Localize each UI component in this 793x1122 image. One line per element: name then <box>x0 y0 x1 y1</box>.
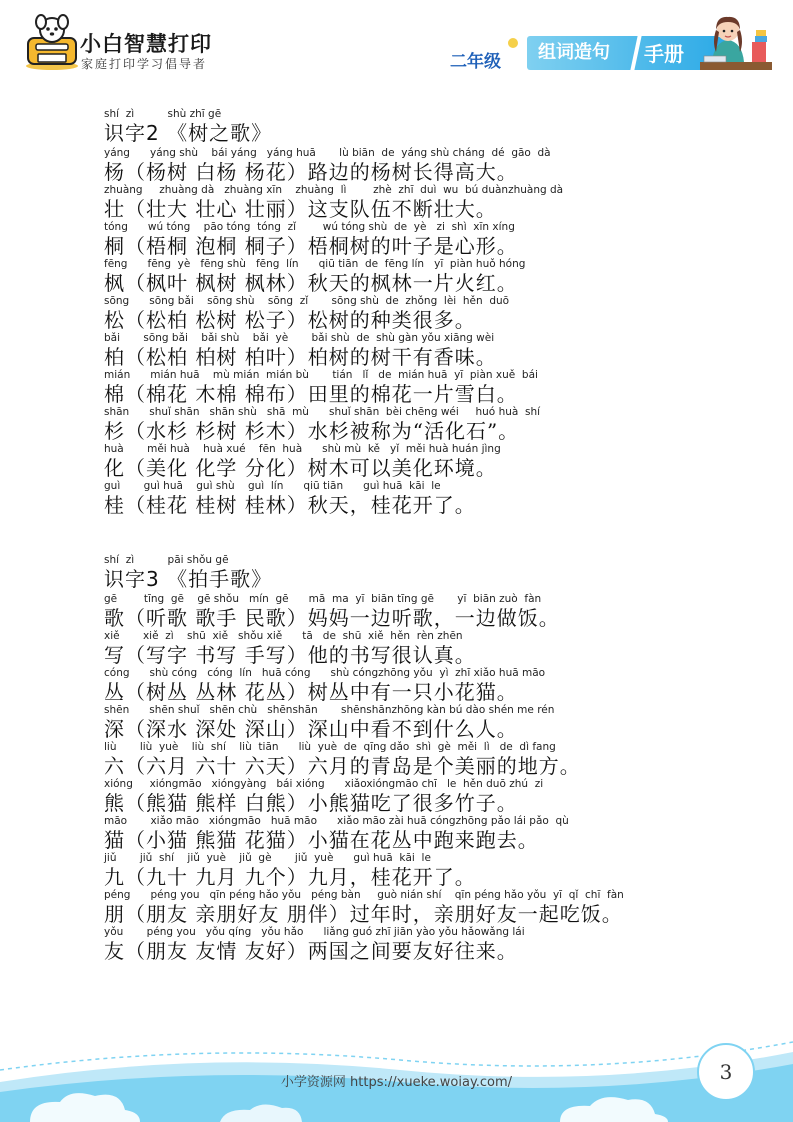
entry-text: 猫（小猫 熊猫 花猫）小猫在花丛中跑来跑去。 <box>104 828 539 852</box>
vocab-entry <box>104 778 764 815</box>
page-number: 3 <box>697 1043 755 1101</box>
entry-pinyin: péng péng you qīn péng hǎo yǒu péng bàn guò nián shí qīn péng hǎo yǒu yī qǐ chī fàn <box>104 889 624 901</box>
lesson-title-pinyin: shí zì shù zhī gē <box>104 108 222 120</box>
vocab-entry <box>104 332 764 369</box>
vocab-entry <box>104 630 764 667</box>
vocab-entry <box>104 889 764 926</box>
vocab-entry <box>104 295 764 332</box>
entry-pinyin: shān shuǐ shān shān shù shā mù shuǐ shān bèi chēng wéi huó huà shí <box>104 406 541 418</box>
entry-pinyin: cóng shù cóng cóng lín huā cóng shù cóngzhōng yǒu yì zhī xiǎo huā māo <box>104 667 546 679</box>
entry-text: 化（美化 化学 分化）树木可以美化环境。 <box>104 456 497 480</box>
printer-dog-logo-icon <box>22 14 82 72</box>
entry-text: 六（六月 六十 六天）六月的青岛是个美丽的地方。 <box>104 754 581 778</box>
entry-text: 歌（听歌 歌手 民歌）妈妈一边听歌，一边做饭。 <box>104 606 560 630</box>
vocabulary-content <box>104 108 764 963</box>
vocab-entry <box>104 221 764 258</box>
entry-text: 九（九十 九月 九个）九月，桂花开了。 <box>104 865 476 889</box>
entry-text: 杉（水杉 杉树 杉木）水杉被称为“活化石”。 <box>104 419 520 443</box>
star-sparkle-icon <box>506 36 520 50</box>
entry-pinyin: māo xiǎo māo xióngmāo huā māo xiǎo māo zài huā cóngzhōng pǎo lái pǎo qù <box>104 815 569 827</box>
vocab-entry <box>104 741 764 778</box>
entry-text: 枫（枫叶 枫树 枫林）秋天的枫林一片火红。 <box>104 271 518 295</box>
entry-text: 杨（杨树 白杨 杨花）路边的杨树长得高大。 <box>104 160 518 184</box>
vocab-entry <box>104 815 764 852</box>
lesson-section <box>104 108 764 517</box>
entry-pinyin: gē tīng gē gē shǒu mín gē mā ma yī biān tīng gē yī biān zuò fàn <box>104 593 542 605</box>
vocab-entry <box>104 667 764 704</box>
footer-source-url[interactable]: 小学资源网 https://xueke.woiay.com/ <box>280 1075 513 1090</box>
vocab-entry <box>104 480 764 517</box>
entry-text: 松（松柏 松树 松子）松树的种类很多。 <box>104 308 476 332</box>
entry-pinyin: yǒu péng you yǒu qíng yǒu hǎo liǎng guó zhī jiān yào yǒu hǎowǎng lái <box>104 926 525 938</box>
vocab-entry <box>104 704 764 741</box>
entry-pinyin: shēn shēn shuǐ shēn chù shēnshān shēnshānzhōng kàn bú dào shén me rén <box>104 704 555 716</box>
entry-text: 桂（桂花 桂树 桂林）秋天，桂花开了。 <box>104 493 476 517</box>
entry-text: 棉（棉花 木棉 棉布）田里的棉花一片雪白。 <box>104 382 518 406</box>
entry-text: 壮（壮大 壮心 壮丽）这支队伍不断壮大。 <box>104 197 497 221</box>
vocab-entry <box>104 926 764 963</box>
vocab-entry <box>104 369 764 406</box>
vocab-entry <box>104 593 764 630</box>
vocab-entry <box>104 852 764 889</box>
entry-text: 熊（熊猫 熊样 白熊）小熊猫吃了很多竹子。 <box>104 791 518 815</box>
entry-pinyin: sōng sōng bǎi sōng shù sōng zǐ sōng shù de zhǒng lèi hěn duō <box>104 295 510 307</box>
entry-pinyin: liù liù yuè liù shí liù tiān liù yuè de qīng dǎo shì gè měi lì de dì fang <box>104 741 556 753</box>
grade-label: 二年级 <box>450 52 501 72</box>
studying-girl-illustration-icon <box>700 12 772 76</box>
entry-text: 友（朋友 友情 友好）两国之间要友好往来。 <box>104 939 518 963</box>
entry-pinyin: yáng yáng shù bái yáng yáng huā lù biān de yáng shù cháng dé gāo dà <box>104 147 551 159</box>
brand-name: 小白智慧打印 <box>80 32 212 56</box>
entry-pinyin: guì guì huā guì shù guì lín qiū tiān guì huā kāi le <box>104 480 441 492</box>
entry-pinyin: fēng fēng yè fēng shù fēng lín qiū tiān de fēng lín yī piàn huǒ hóng <box>104 258 526 270</box>
ribbon-title-suffix: 手册 <box>644 42 684 66</box>
entry-pinyin: huà měi huà huà xué fēn huà shù mù kě yǐ měi huà huán jìng <box>104 443 501 455</box>
vocab-entry <box>104 443 764 480</box>
entry-pinyin: bǎi sōng bǎi bǎi shù bǎi yè bǎi shù de shù gàn yǒu xiāng wèi <box>104 332 495 344</box>
lesson-section <box>104 554 764 963</box>
page-header <box>0 0 793 100</box>
ribbon-title: 组词造句 <box>538 42 610 63</box>
vocab-entry <box>104 184 764 221</box>
entry-pinyin: zhuàng zhuàng dà zhuàng xīn zhuàng lì zhè zhī duì wu bú duànzhuàng dà <box>104 184 564 196</box>
entry-text: 写（写字 书写 手写）他的书写很认真。 <box>104 643 476 667</box>
vocab-entry <box>104 258 764 295</box>
entry-pinyin: tóng wú tóng pāo tóng tóng zǐ wú tóng shù de yè zi shì xīn xíng <box>104 221 515 233</box>
entry-text: 丛（树丛 丛林 花丛）树丛中有一只小花猫。 <box>104 680 518 704</box>
vocab-entry <box>104 147 764 184</box>
entry-pinyin: xiě xiě zì shū xiě shǒu xiě tā de shū xiě hěn rèn zhēn <box>104 630 463 642</box>
lesson-title: 识字2 《树之歌》 <box>104 121 273 145</box>
entry-pinyin: xióng xióngmāo xióngyàng bái xióng xiǎoxióngmāo chī le hěn duō zhú zi <box>104 778 544 790</box>
entry-text: 朋（朋友 亲朋好友 朋伴）过年时，亲朋好友一起吃饭。 <box>104 902 623 926</box>
lesson-title-pinyin: shí zì pāi shǒu gē <box>104 554 229 566</box>
vocab-entry <box>104 406 764 443</box>
lesson-title-block <box>104 554 764 593</box>
entry-text: 深（深水 深处 深山）深山中看不到什么人。 <box>104 717 518 741</box>
lesson-title-block <box>104 108 764 147</box>
brand-slogan: 家庭打印学习倡导者 <box>81 57 208 71</box>
lesson-title: 识字3 《拍手歌》 <box>104 567 273 591</box>
entry-text: 柏（松柏 柏树 柏叶）柏树的树干有香味。 <box>104 345 497 369</box>
entry-text: 桐（梧桐 泡桐 桐子）梧桐树的叶子是心形。 <box>104 234 518 258</box>
entry-pinyin: mián mián huā mù mián mián bù tián lǐ de mián huā yī piàn xuě bái <box>104 369 538 381</box>
entry-pinyin: jiǔ jiǔ shí jiǔ yuè jiǔ gè jiǔ yuè guì huā kāi le <box>104 852 431 864</box>
